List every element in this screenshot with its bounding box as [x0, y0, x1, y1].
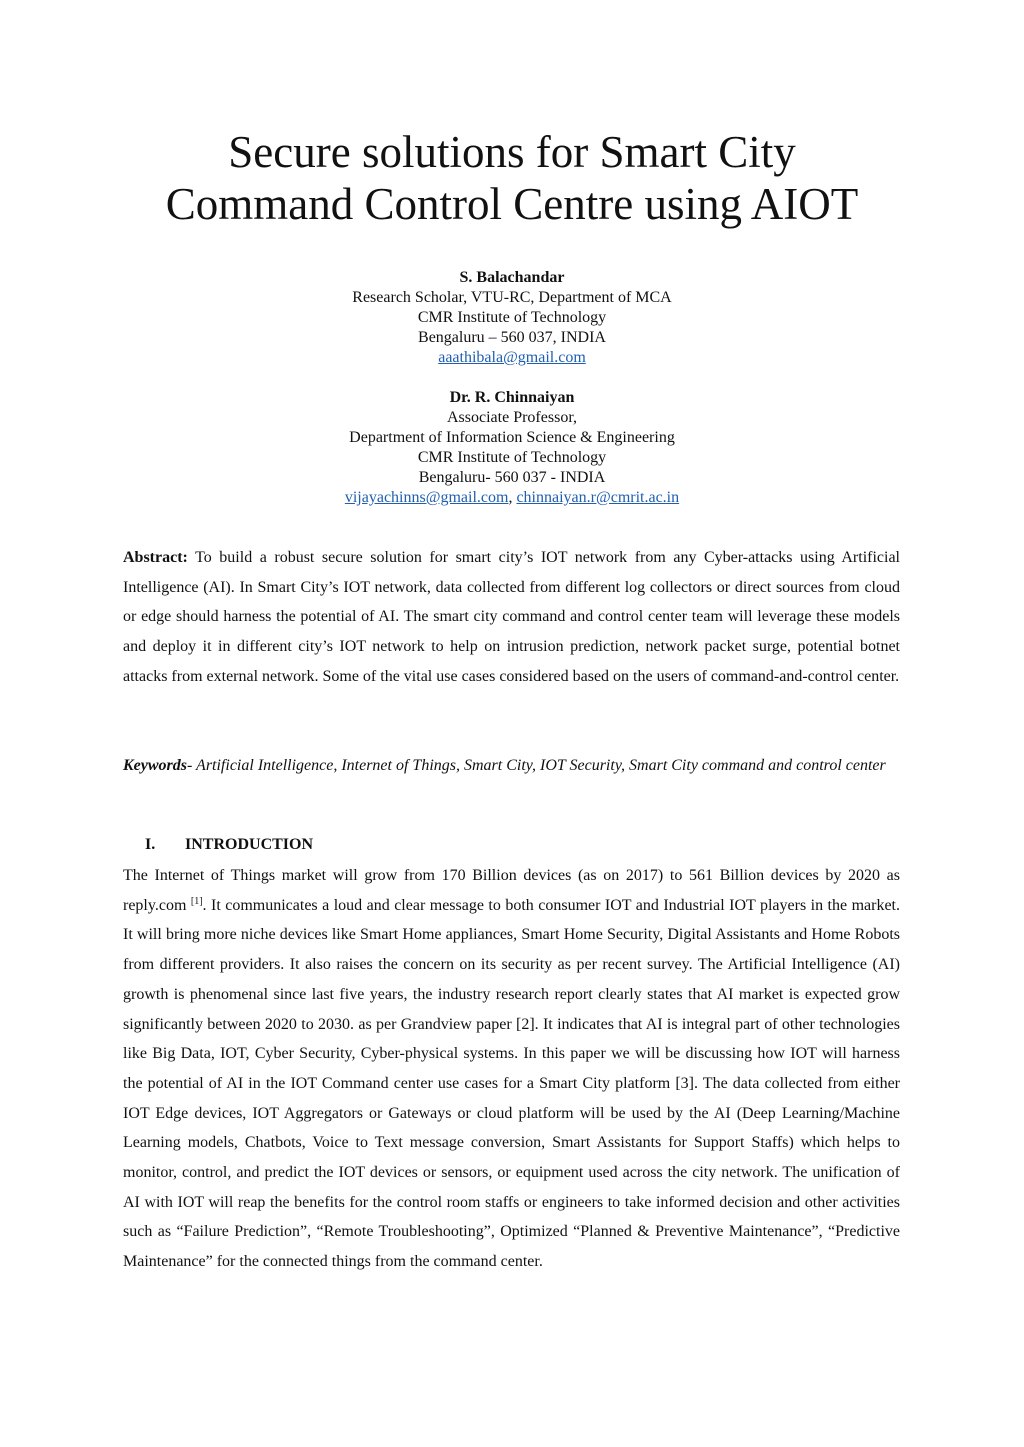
intro-text-part-1: The Internet of Things market will grow from 170 Billion devices (as on 2017) to 561 Billion devices by 2020 as reply.com [123, 867, 900, 914]
author-name: Dr. R. Chinnaiyan [449, 389, 575, 406]
author-email-link-2[interactable]: chinnaiyan.r@cmrit.ac.in [516, 489, 680, 506]
keywords-paragraph [123, 751, 900, 781]
abstract-paragraph [123, 543, 900, 692]
author-block-chinnaiyan [200, 388, 824, 508]
author-name: S. Balachandar [459, 269, 565, 286]
author-email-link[interactable]: aaathibala@gmail.com [438, 349, 586, 366]
keywords-label: Keywords [123, 757, 187, 774]
author-institution: CMR Institute of Technology [417, 309, 607, 326]
intro-text-part-2: . It communicates a loud and clear message to both consumer IOT and Industrial IOT players in the market. It will bring more niche devices like Smart Home appliances, Smart Home Security, Digital Assistants and Home Robots from different providers. It also raises the concern on its security as per recent survey. The Artificial Intelligence (AI) growth is phenomenal since last five years, the industry research report clearly states that AI market is expected grow significantly between 2020 to 2030. as per Grandview paper [2]. It indicates that AI is integral part of other technologies like Big Data, IOT, Cyber Security, Cyber-physical systems. In this paper we will be discussing how IOT will harness the potential of AI in the IOT Command center use cases for a Smart City platform [3]. The data collected from either IOT Edge devices, IOT Aggregators or Gateways or cloud platform will be used by the AI (Deep Learning/Machine Learning models, Chatbots, Voice to Text message conversion, Smart Assistants for Support Staffs) which helps to monitor, control, and predict the IOT devices or sensors, or equipment used across the city network. The unification of AI with IOT will reap the benefits for the control room staffs or engineers to take informed decision and other activities such as “Failure Prediction”, “Remote Troubleshooting”, Optimized “Planned & Preventive Maintenance”, “Predictive Maintenance” for the connected things from the command center. [123, 896, 900, 1271]
author-address: Bengaluru- 560 037 - INDIA [418, 469, 606, 486]
section-title: INTRODUCTION [185, 836, 314, 853]
author-email-link-1[interactable]: vijayachinns@gmail.com [344, 489, 509, 506]
section-number: I. [145, 836, 156, 853]
introduction-paragraph [123, 861, 900, 1277]
author-role: Associate Professor, [447, 409, 577, 426]
author-block-balachandar [200, 268, 824, 368]
email-separator: , [508, 489, 517, 506]
author-institution: CMR Institute of Technology [417, 449, 607, 466]
author-role: Research Scholar, VTU-RC, Department of MCA [352, 289, 672, 306]
author-department: Department of Information Science & Engineering [349, 429, 675, 446]
keywords-text: - Artificial Intelligence, Internet of Things, Smart City, IOT Security, Smart City command and control center [187, 757, 886, 774]
paper-title [100, 126, 924, 230]
paper-title-line-2: Command Control Centre using AIOT [165, 179, 859, 229]
citation-reference: [1] [190, 895, 203, 907]
author-emails [200, 488, 824, 508]
section-heading-introduction [145, 835, 313, 855]
abstract-text: To build a robust secure solution for smart city’s IOT network from any Cyber-attacks using Artificial Intelligence (AI). In Smart City’s IOT network, data collected from different log collectors or direct sources from cloud or edge should harness the potential of AI. The smart city command and control center team will leverage these models and deploy it in different city’s IOT network to help on intrusion prediction, network packet surge, potential botnet attacks from external network. Some of the vital use cases considered based on the users of command-and-control center. [123, 549, 900, 685]
author-address: Bengaluru – 560 037, INDIA [418, 329, 606, 346]
abstract-label: Abstract: [123, 549, 188, 566]
paper-title-line-1: Secure solutions for Smart City [228, 127, 796, 177]
